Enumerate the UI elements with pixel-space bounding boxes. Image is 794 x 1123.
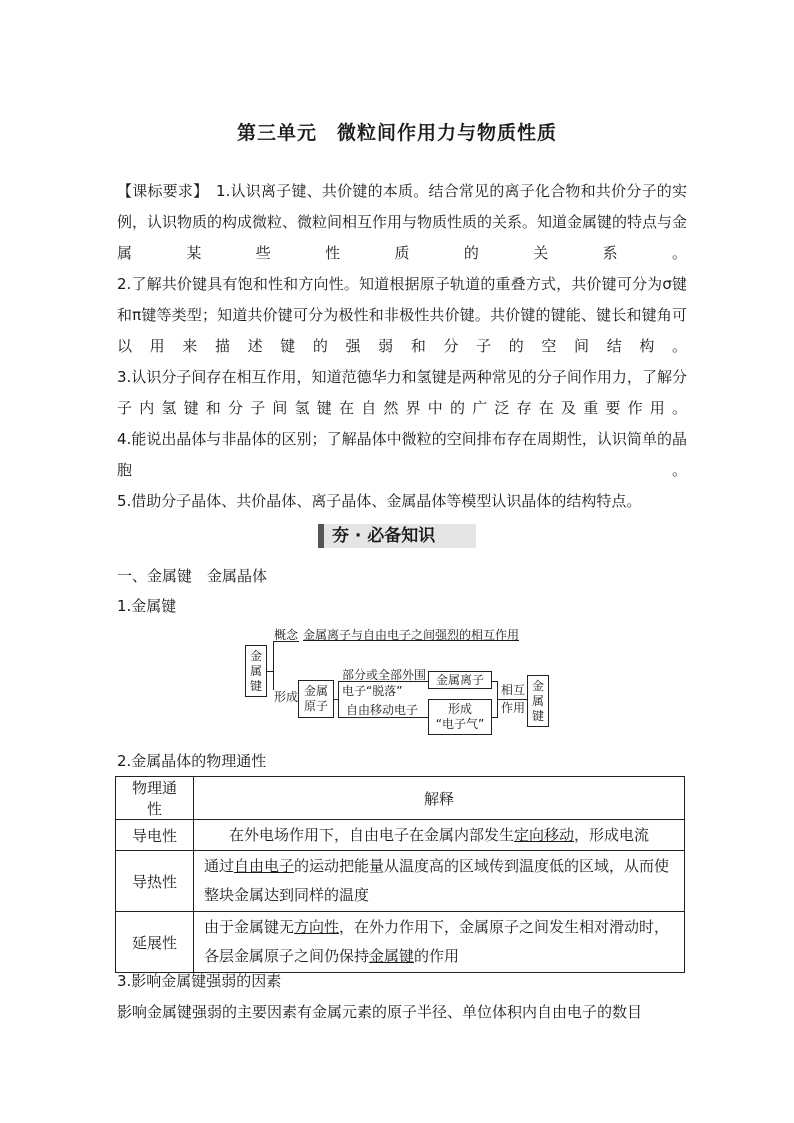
gas-box-text-2: “电子气” [435, 717, 485, 731]
table-header-property: 物理通性 [116, 777, 194, 820]
section-title: 夯 · 必备知识 [332, 526, 436, 546]
requirements-paragraph-5: 5.借助分子晶体、共价晶体、离子晶体、金属晶体等模型认识晶体的结构特点。 [117, 492, 642, 510]
requirements-paragraph-3: 3.认识分子间存在相互作用，知道范德华力和氢键是两种常见的分子间作用力，了解分子内氢键和分子间氢键在自然界中的广泛存在及重要作用。 [117, 368, 687, 417]
explanation-underlined: 自由电子 [234, 857, 295, 875]
explanation-text: 通过 [204, 857, 235, 875]
explanation-text: 在外电场作用下，自由电子在金属内部发生 [228, 825, 514, 844]
requirements-text-1: 1.认识离子键、共价键的本质。结合常见的离子化合物和共价分子的实例，认识物质的构成微粒、微粒间相互作用与物质性质的关系。知道金属键的特点与金属某些性质的关系。 [117, 182, 688, 262]
interact-text-1: 相互 [501, 683, 526, 697]
heading-influencing-factors: 3.影响金属键强弱的因素 [117, 972, 282, 990]
property-explanation [194, 912, 685, 973]
table-header-row [116, 777, 685, 820]
property-explanation [194, 820, 685, 851]
diagram-atom-box [298, 680, 334, 718]
requirements-paragraph-4: 4.能说出晶体与非晶体的区别；了解晶体中微粒的空间排布存在周期性，认识简单的晶胞。 [117, 430, 687, 479]
requirements-paragraph-2: 2.了解共价键具有饱和性和方向性。知道根据原子轨道的重叠方式，共价键可分为σ键和π键等类型；知道共价键可分为极性和非极性共价键。共价键的键能、键长和键角可以用来描述键的强弱和分子的空间结构。 [117, 275, 687, 355]
upper-arrow-text-1: 部分或全部外围 [342, 668, 427, 682]
interact-text-2: 作用 [501, 701, 526, 715]
metallic-bond-diagram [245, 625, 555, 740]
diagram-ion-box: 金属离子 [428, 671, 492, 689]
explanation-text: 的作用 [414, 947, 460, 965]
diagram-bracket [273, 641, 274, 695]
property-name: 导电性 [116, 820, 194, 851]
page-title: 第三单元 微粒间作用力与物质性质 [236, 122, 557, 144]
concept-text: 金属离子与自由电子之间强烈的相互作用 [303, 628, 520, 642]
formation-label: 形成 [274, 690, 299, 704]
diagram-split-bracket [338, 681, 339, 717]
lower-arrow-text: 自由移动电子 [346, 703, 419, 717]
table-header-explanation: 解释 [194, 777, 685, 820]
property-explanation [194, 851, 685, 912]
atom-box-text: 金属原子 [303, 684, 328, 713]
table-row [116, 912, 685, 973]
heading-physical-properties: 2.金属晶体的物理通性 [117, 752, 267, 770]
explanation-text: ，形成电流 [574, 825, 650, 844]
heading-metallic-bond: 1.金属键 [117, 597, 177, 615]
explanation-underlined: 定向移动 [513, 825, 574, 844]
explanation-text: 由于金属键无 [204, 918, 295, 936]
section-header [318, 524, 476, 548]
table-row [116, 851, 685, 912]
requirements-tag: 【课标要求】 [117, 182, 201, 200]
requirements-paragraph-1 [117, 176, 687, 269]
diagram-left-box: 金属键 [245, 645, 267, 697]
upper-arrow-text-2: 电子“脱落” [342, 684, 403, 698]
heading-metallic-bond-crystal: 一、金属键 金属晶体 [117, 567, 268, 585]
explanation-underlined: 金属键 [369, 947, 415, 965]
table-row [116, 820, 685, 851]
gas-box-text-1: 形成 [447, 702, 472, 716]
concept-label: 概念 [274, 628, 299, 642]
properties-table [115, 776, 685, 973]
diagram-interact-arrow [497, 699, 527, 700]
diagram-electron-gas-box [428, 699, 492, 735]
diagram-right-box: 金属键 [527, 675, 549, 727]
explanation-text: 的运动把能量从温度高的区域传到温度低的区域，从而使整块金属达到同样的温度 [204, 857, 670, 904]
diagram-lower-arrow [338, 717, 428, 718]
explanation-text: ，在外力作用下，金属原子之间发生相对滑动时，各层金属原子之间仍保持 [204, 918, 670, 965]
factors-paragraph: 影响金属键强弱的主要因素有金属元素的原子半径、单位体积内自由电子的数目 [117, 1003, 643, 1021]
section-bar [318, 524, 324, 548]
property-name: 延展性 [116, 912, 194, 973]
property-name: 导热性 [116, 851, 194, 912]
explanation-underlined: 方向性 [294, 918, 340, 936]
